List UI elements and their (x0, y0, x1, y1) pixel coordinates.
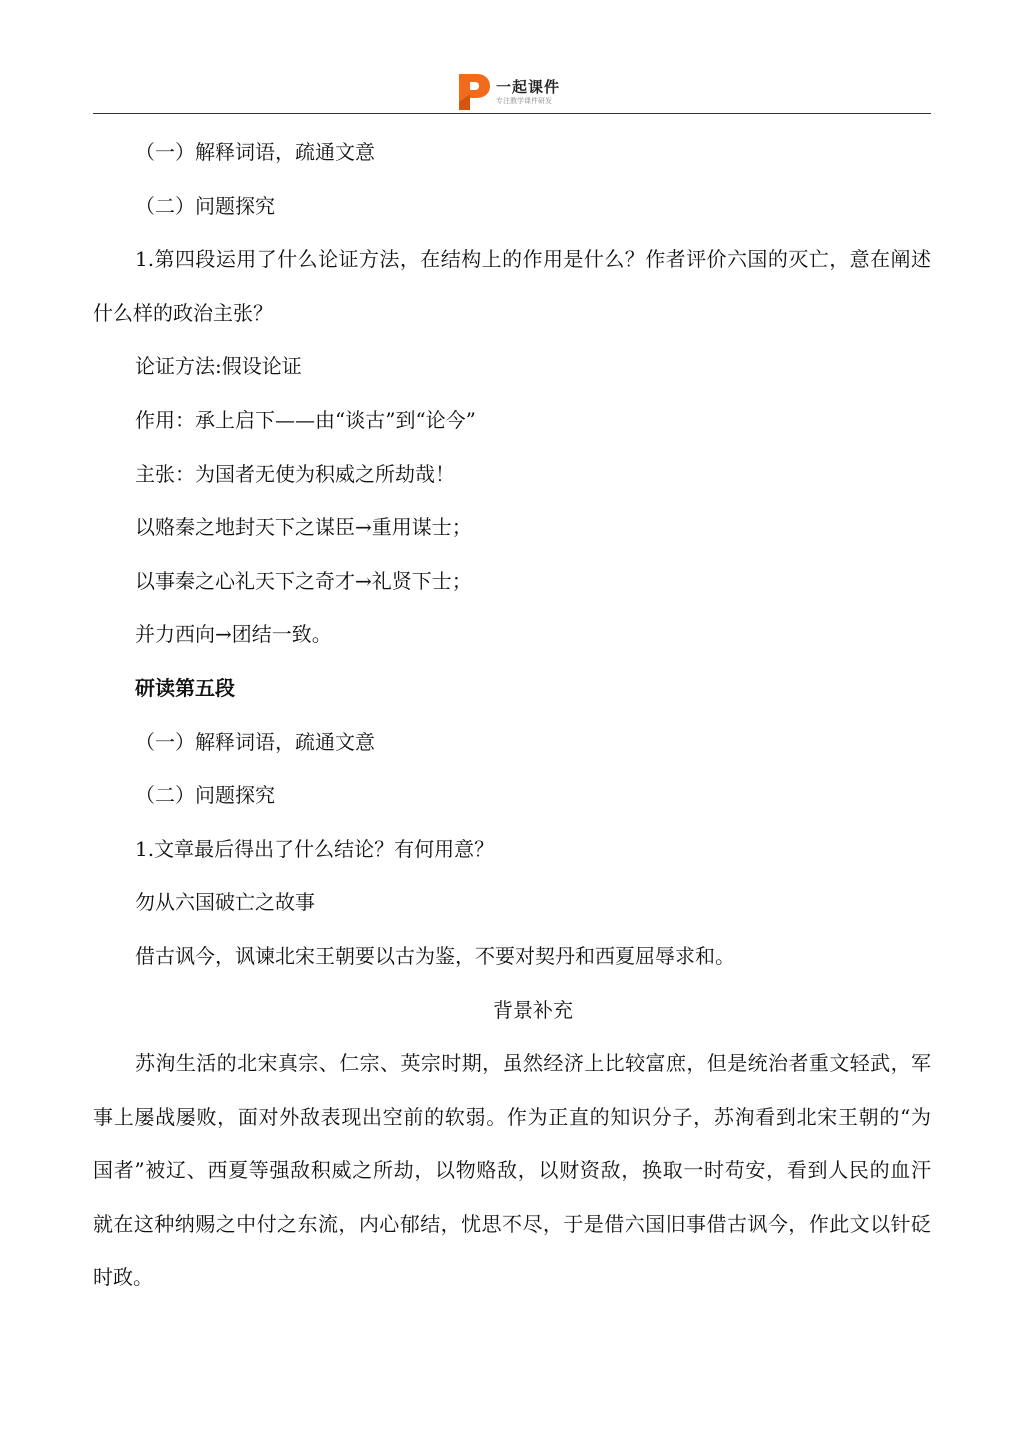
question-2: 1.文章最后得出了什么结论？有何用意？ (135, 836, 495, 861)
answer-function: 作用：承上启下——由“谈古”到“论今” (135, 407, 476, 432)
subheading-question-explore-2: （二）问题探究 (135, 783, 275, 808)
answer-intent: 借古讽今，讽谏北宋王朝要以古为鉴，不要对契丹和西夏屈辱求和。 (135, 943, 735, 968)
brand-logo (456, 72, 568, 112)
background-line-4: 就在这种纳赐之中付之东流，内心郁结，忧思不尽，于是借六国旧事借古讽今，作此文以针砭 (93, 1211, 931, 1236)
answer-point-2: 以事秦之心礼天下之奇才→礼贤下士； (135, 568, 472, 593)
answer-conclusion: 勿从六国破亡之故事 (135, 890, 315, 915)
background-line-5: 时政。 (93, 1265, 153, 1290)
subheading-explain-words-2: （一）解释词语，疏通文意 (135, 729, 375, 754)
subheading-explain-words: （一）解释词语，疏通文意 (135, 140, 375, 164)
question-1-line-2: 什么样的政治主张？ (93, 300, 273, 325)
section-heading-background: 背景补充 (493, 997, 573, 1022)
document-body (93, 126, 931, 1305)
brand-slogan: 专注教学课件研发 (496, 97, 552, 105)
answer-point-1: 以赂秦之地封天下之谋臣→重用谋士； (135, 515, 472, 540)
page-header (0, 0, 1024, 116)
subheading-question-explore: （二）问题探究 (135, 193, 275, 218)
background-line-2: 事上屡战屡败，面对外敌表现出空前的软弱。作为正直的知识分子，苏洵看到北宋王朝的“为 (93, 1104, 931, 1129)
brand-name: 一起课件 (496, 78, 561, 96)
answer-claim: 主张：为国者无使为积威之所劫哉！ (135, 461, 455, 486)
section-heading-paragraph-5: 研读第五段 (135, 675, 235, 700)
header-divider (93, 113, 931, 114)
p-logo-icon (456, 72, 492, 112)
answer-method: 论证方法:假设论证 (135, 354, 302, 379)
background-line-1: 苏洵生活的北宋真宗、仁宗、英宗时期，虽然经济上比较富庶，但是统治者重文轻武，军 (135, 1051, 931, 1076)
answer-point-3: 并力西向→团结一致。 (135, 622, 332, 647)
background-line-3: 国者”被辽、西夏等强敌积威之所劫，以物赂敌，以财资敌，换取一时苟安，看到人民的血汗 (93, 1158, 931, 1183)
question-1-line-1: 1.第四段运用了什么论证方法，在结构上的作用是什么？作者评价六国的灭亡，意在阐述 (135, 247, 931, 272)
